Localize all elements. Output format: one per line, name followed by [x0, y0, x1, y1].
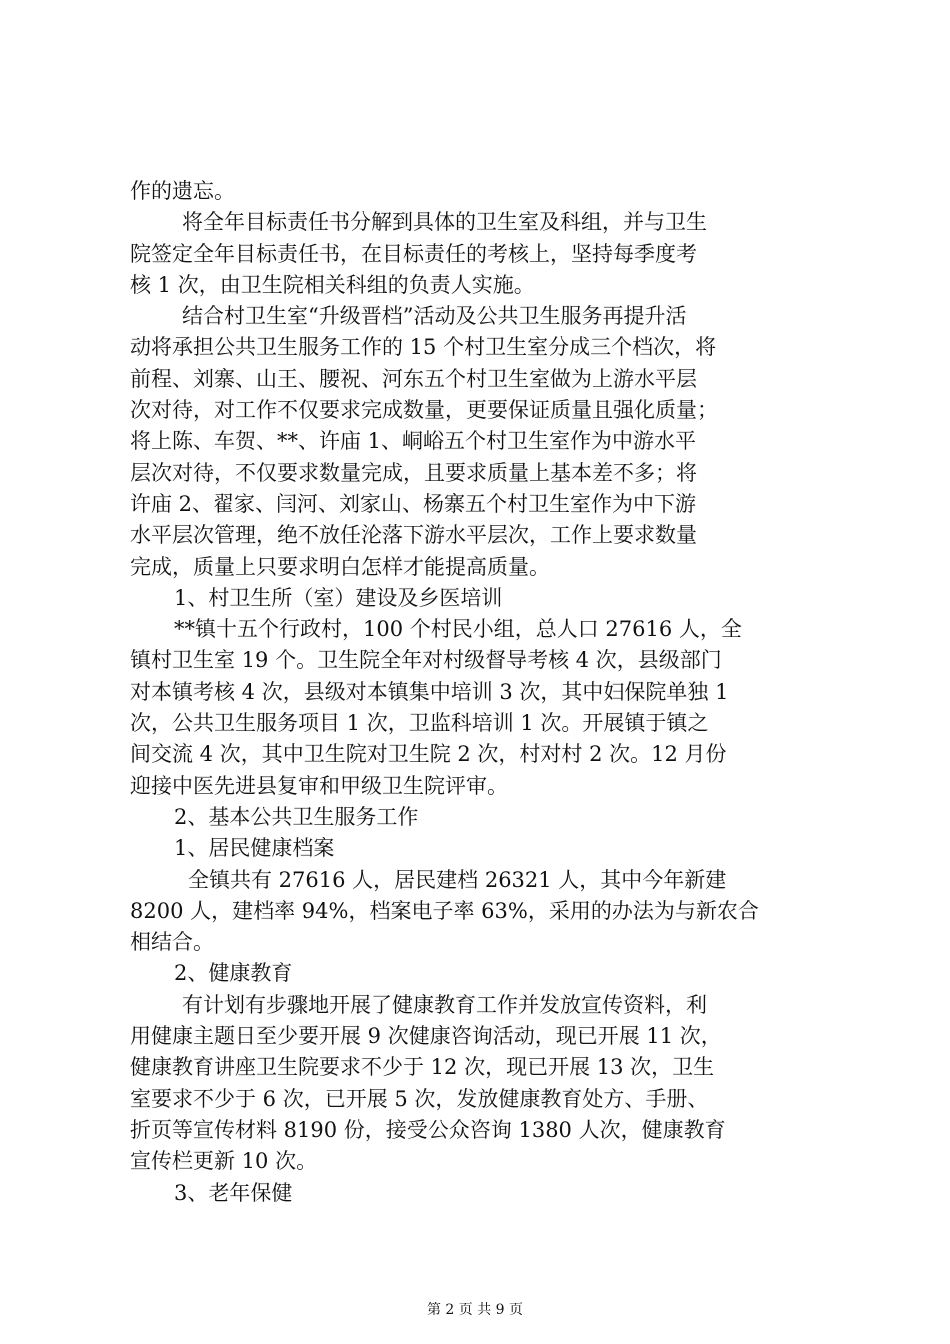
text-line: 健康教育讲座卫生院要求不少于 12 次，现已开展 13 次，卫生 [130, 1055, 715, 1080]
text-line: 间交流 4 次，其中卫生院对卫生院 2 次，村对村 2 次。12 月份 [130, 742, 727, 767]
text-line: 完成，质量上只要求明白怎样才能提高质量。 [130, 554, 550, 579]
text-line: 次对待，对工作不仅要求完成数量，更要保证质量且强化质量； [130, 398, 718, 423]
text-line: 许庙 2、翟家、闫河、刘家山、杨寨五个村卫生室作为中下游 [130, 491, 697, 516]
text-line: **镇十五个行政村，100 个村民小组，总人口 27616 人，全 [174, 617, 742, 642]
text-line: 1、村卫生所（室）建设及乡医培训 [174, 585, 503, 610]
text-line: 院签定全年目标责任书，在目标责任的考核上，坚持每季度考 [130, 241, 697, 266]
text-line: 8200 人，建档率 94%，档案电子率 63%，采用的办法为与新农合 [130, 898, 759, 923]
text-line: 室要求不少于 6 次，已开展 5 次，发放健康教育处方、手册、 [130, 1086, 709, 1111]
text-line: 1、居民健康档案 [174, 836, 335, 861]
text-line: 动将承担公共卫生服务工作的 15 个村卫生室分成三个档次，将 [130, 335, 717, 360]
text-line: 相结合。 [130, 930, 214, 955]
text-line: 2、健康教育 [174, 961, 293, 986]
text-line: 次，公共卫生服务项目 1 次，卫监科培训 1 次。开展镇于镇之 [130, 711, 709, 736]
text-line: 将上陈、车贺、**、许庙 1、峒峪五个村卫生室作为中游水平 [130, 429, 697, 454]
document-body [130, 176, 830, 1209]
text-line: 迎接中医先进县复审和甲级卫生院评审。 [130, 773, 508, 798]
text-line: 3、老年保健 [174, 1180, 293, 1205]
text-line: 镇村卫生室 19 个。卫生院全年对村级督导考核 4 次，县级部门 [130, 648, 722, 673]
text-line: 作的遗忘。 [130, 179, 235, 203]
text-line: 2、基本公共卫生服务工作 [174, 804, 419, 829]
page-footer: 第 2 页 共 9 页 [426, 1302, 524, 1318]
text-line: 折页等宣传材料 8190 份，接受公众咨询 1380 人次，健康教育 [130, 1117, 726, 1142]
text-line: 水平层次管理，绝不放任沦落下游水平层次，工作上要求数量 [130, 523, 697, 548]
text-line: 全镇共有 27616 人，居民建档 26321 人，其中今年新建 [188, 867, 727, 892]
text-line: 将全年目标责任书分解到具体的卫生室及科组，并与卫生 [182, 210, 707, 235]
text-line: 层次对待，不仅要求数量完成，且要求质量上基本差不多；将 [130, 460, 697, 485]
text-line: 对本镇考核 4 次，县级对本镇集中培训 3 次，其中妇保院单独 1 [130, 679, 729, 704]
text-line: 核 1 次，由卫生院相关科组的负责人实施。 [130, 272, 535, 297]
text-line: 用健康主题日至少要开展 9 次健康咨询活动，现已开展 11 次， [130, 1024, 722, 1049]
text-line: 有计划有步骤地开展了健康教育工作并发放宣传资料，利 [182, 992, 707, 1017]
text-line: 前程、刘寨、山王、腰祝、河东五个村卫生室做为上游水平层 [130, 366, 697, 391]
text-line: 宣传栏更新 10 次。 [130, 1149, 318, 1174]
text-line: 结合村卫生室“升级晋档”活动及公共卫生服务再提升活 [182, 304, 687, 329]
